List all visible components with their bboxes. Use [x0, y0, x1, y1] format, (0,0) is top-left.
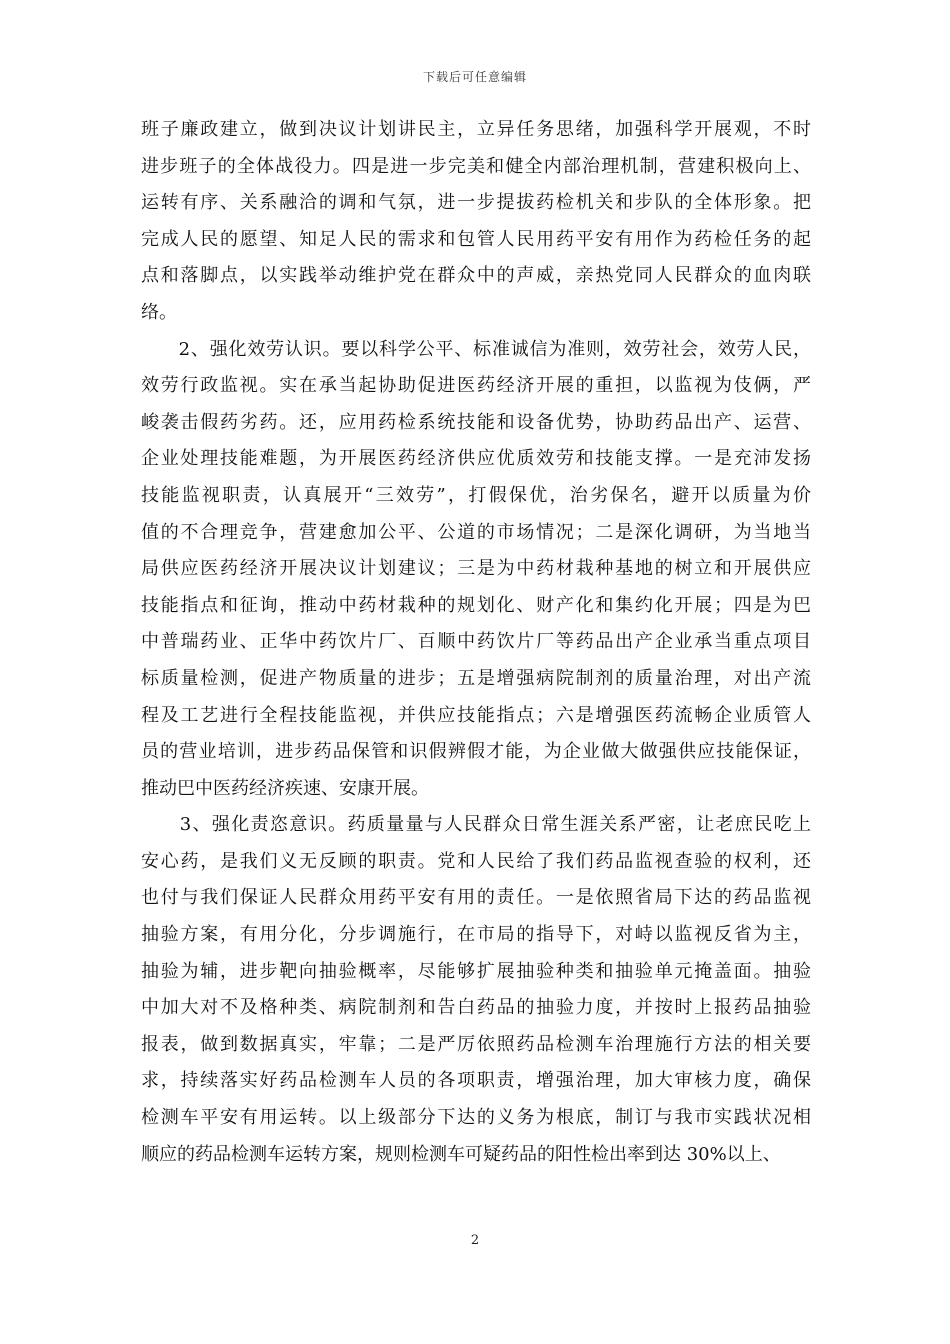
text-line: 安心药，是我们义无反顾的职责。党和人民给了我们药品监视查验的权利，还: [141, 850, 811, 872]
text-line: 中加大对不及格种类、病院制剂和告白药品的抽验力度，并按时上报药品抽验: [141, 997, 811, 1019]
text-line: 点和落脚点，以实践举动维护党在群众中的声威，亲热党同人民群众的血肉联: [141, 265, 811, 287]
text-line: 进步班子的全体战役力。四是进一步完美和健全内部治理机制，营建积极向上、: [141, 155, 811, 177]
text-line: 3、强化责恣意识。药质量量与人民群众日常生涯关系严密，让老庶民吃上: [141, 814, 811, 836]
text-line: 求，持续落实好药品检测车人员的各项职责，增强治理，加大审核力度，确保: [141, 1070, 811, 1092]
paragraph: [141, 807, 811, 1173]
text-line: 程及工艺进行全程技能监视，并供应技能指点；六是增强医药流畅企业质管人: [141, 704, 811, 726]
page-number: 2: [470, 1233, 480, 1248]
paragraph: [141, 332, 811, 808]
text-line: 员的营业培训，进步药品保管和识假辨假才能，为企业做大做强供应技能保证，: [141, 741, 811, 763]
text-line: 推动巴中医药经济疾速、安康开展。: [141, 777, 429, 799]
text-line: 技能监视职责，认真展开“三效劳”，打假保优，治劣保名，避开以质量为价: [141, 484, 811, 506]
text-line: 顺应的药品检测车运转方案，规则检测车可疑药品的阳性检出率到达 30%以上、: [141, 1143, 781, 1165]
text-line: 标质量检测，促进产物质量的进步；五是增强病院制剂的质量治理，对出产流: [141, 667, 811, 689]
text-line: 中普瑞药业、正华中药饮片厂、百顺中药饮片厂等药品出产企业承当重点项目: [141, 631, 811, 653]
paragraph: [141, 112, 811, 332]
page-header: 下载后可任意编辑: [422, 70, 527, 84]
text-line: 企业处理技能难题，为开展医药经济供应优质效劳和技能支撑。一是充沛发扬: [141, 448, 811, 470]
text-line: 2、强化效劳认识。要以科学公平、标准诚信为准则，效劳社会，效劳人民，: [141, 338, 811, 360]
text-line: 也付与我们保证人民群众用药平安有用的责任。一是依照省局下达的药品监视: [141, 887, 811, 909]
text-line: 报表，做到数据真实，牢靠；二是严厉依照药品检测车治理施行方法的相关要: [141, 1033, 811, 1055]
text-line: 局供应医药经济开展决议计划建议；三是为中药材栽种基地的树立和开展供应: [141, 558, 811, 580]
text-line: 检测车平安有用运转。以上级部分下达的义务为根底，制订与我市实践状况相: [141, 1107, 811, 1129]
text-line: 值的不合理竞争，营建愈加公平、公道的市场情况；二是深化调研，为当地当: [141, 521, 811, 543]
document-body: [141, 112, 811, 1173]
text-line: 峻袭击假药劣药。还，应用药检系统技能和设备优势，协助药品出产、运营、: [141, 411, 811, 433]
text-line: 运转有序、关系融洽的调和气氛，进一步提拔药检机关和步队的全体形象。把: [141, 192, 811, 214]
text-line: 班子廉政建立，做到决议计划讲民主，立异任务思绪，加强科学开展观，不时: [141, 119, 811, 140]
text-line: 络。: [141, 301, 177, 323]
text-line: 抽验为辅，进步靶向抽验概率，尽能够扩展抽验种类和抽验单元掩盖面。抽验: [141, 960, 811, 982]
text-line: 效劳行政监视。实在承当起协助促进医药经济开展的重担，以监视为伎俩，严: [141, 375, 811, 397]
text-line: 技能指点和征询，推动中药材栽种的规划化、财产化和集约化开展；四是为巴: [141, 594, 811, 616]
text-line: 完成人民的愿望、知足人民的需求和包管人民用药平安有用作为药检任务的起: [141, 228, 811, 250]
text-line: 抽验方案，有用分化，分步调施行，在市局的指导下，对峙以监视反省为主，: [141, 924, 811, 946]
